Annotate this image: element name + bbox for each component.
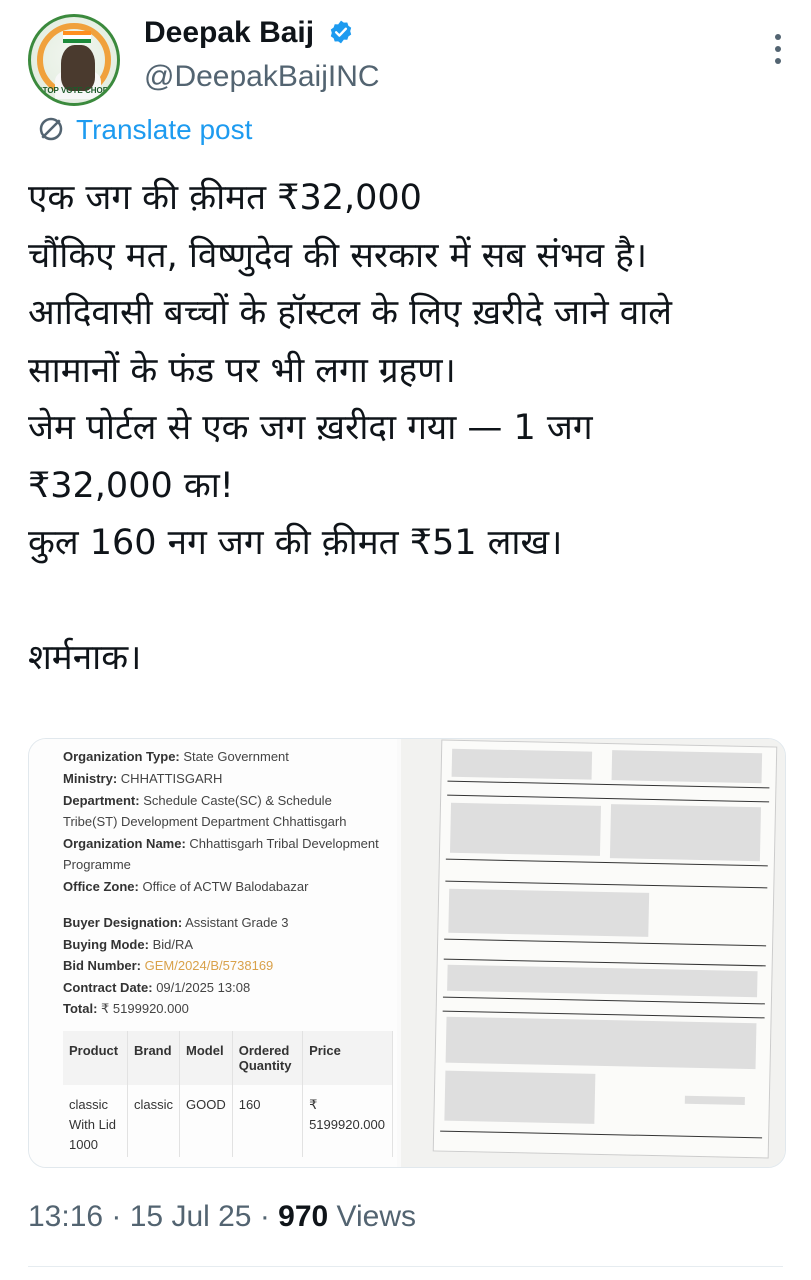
cell-quantity: 160 [232,1085,302,1157]
post-timestamp[interactable]: 13:16 · 15 Jul 25 · [28,1200,279,1233]
org-type-row: Organization Type: State Government [63,749,289,764]
verified-badge-icon [328,19,354,45]
translate-post-link[interactable] [36,114,252,146]
col-brand: Brand [128,1031,180,1085]
scan-rule [444,939,766,947]
scan-text-block [685,1096,745,1105]
org-name-row-2: Programme [63,857,131,872]
more-options-icon[interactable] [773,34,783,74]
scan-text-block [444,1071,595,1124]
post-header [28,14,791,114]
cell-product: classic With Lid 1000 [63,1085,128,1157]
cell-price: ₹ 5199920.000 [303,1085,393,1157]
buying-mode-row: Buying Mode: Bid/RA [63,937,194,952]
post-line: एक जग की क़ीमत ₹32,000 [28,178,422,218]
media-gallery[interactable] [28,738,786,1168]
table-row [63,1085,393,1157]
flag-icon [63,31,91,43]
scan-text-block [447,965,757,997]
scan-rule [447,795,769,803]
order-details-image[interactable] [29,739,397,1167]
department-row: Department: Schedule Caste(SC) & Schedule [63,793,332,808]
scan-table-header [446,1017,757,1069]
author-name[interactable] [144,16,354,50]
cell-brand: classic [128,1085,180,1157]
col-product: Product [63,1031,128,1085]
scanned-document [433,740,778,1159]
post-line: चौंकिए मत, विष्णुदेव की सरकार में सब संभव है। [28,235,648,276]
scan-text-block [450,803,601,856]
post-body [28,170,783,688]
scan-text-block [452,749,593,780]
avatar-person [61,45,95,91]
ministry-row: Ministry: CHHATTISGARH [63,771,223,786]
divider [28,1266,783,1267]
author-name-text[interactable]: Deepak Baij [144,16,315,49]
scan-text-block [610,804,761,861]
scan-text-block [612,750,763,783]
contract-date-row: Contract Date: 09/1/2025 13:08 [63,980,251,995]
office-zone-row: Office Zone: Office of ACTW Balodabazar [63,879,309,894]
cell-model: GOOD [180,1085,233,1157]
order-table [63,1031,393,1157]
scan-text-block [448,889,649,937]
views-count: 970 [278,1200,329,1233]
col-quantity: Ordered Quantity [232,1031,302,1085]
col-model: Model [180,1031,233,1085]
scan-rule [440,1131,762,1139]
post-line: शर्मनाक। [28,638,142,678]
buyer-designation-row: Buyer Designation: Assistant Grade 3 [63,915,289,930]
scan-rule [443,997,765,1005]
contract-scan-image[interactable] [401,739,785,1167]
translate-label[interactable]: Translate post [76,114,253,145]
views-label: Views [328,1200,417,1233]
scan-rule [445,881,767,889]
post-line: कुल 160 नग जग की क़ीमत ₹51 लाख। [28,523,563,563]
col-price: Price [303,1031,393,1085]
order-table-header [63,1031,393,1085]
avatar-text: STOP VOTE CHORI [37,86,111,95]
post-line-blank [28,573,783,631]
post-line: सामानों के फंड पर भी लगा ग्रहण। [28,350,456,391]
translate-icon [36,114,66,144]
post-line: जेम पोर्टल से एक जग ख़रीदा गया — 1 जग [28,408,593,448]
bid-number-row: Bid Number: GEM/2024/B/5738169 [63,958,274,973]
avatar[interactable] [28,14,120,106]
department-row-2: Tribe(ST) Development Department Chhattisgarh [63,814,347,829]
post-meta [28,1200,416,1234]
post-line: ₹32,000 का! [28,465,234,506]
post-line: आदिवासी बच्चों के हॉस्टल के लिए ख़रीदे जाने वाले [28,293,673,333]
org-name-row: Organization Name: Chhattisgarh Tribal Development [63,836,379,851]
total-row: Total: ₹ 5199920.000 [63,1001,189,1016]
author-handle[interactable]: @DeepakBaijINC [144,60,380,93]
